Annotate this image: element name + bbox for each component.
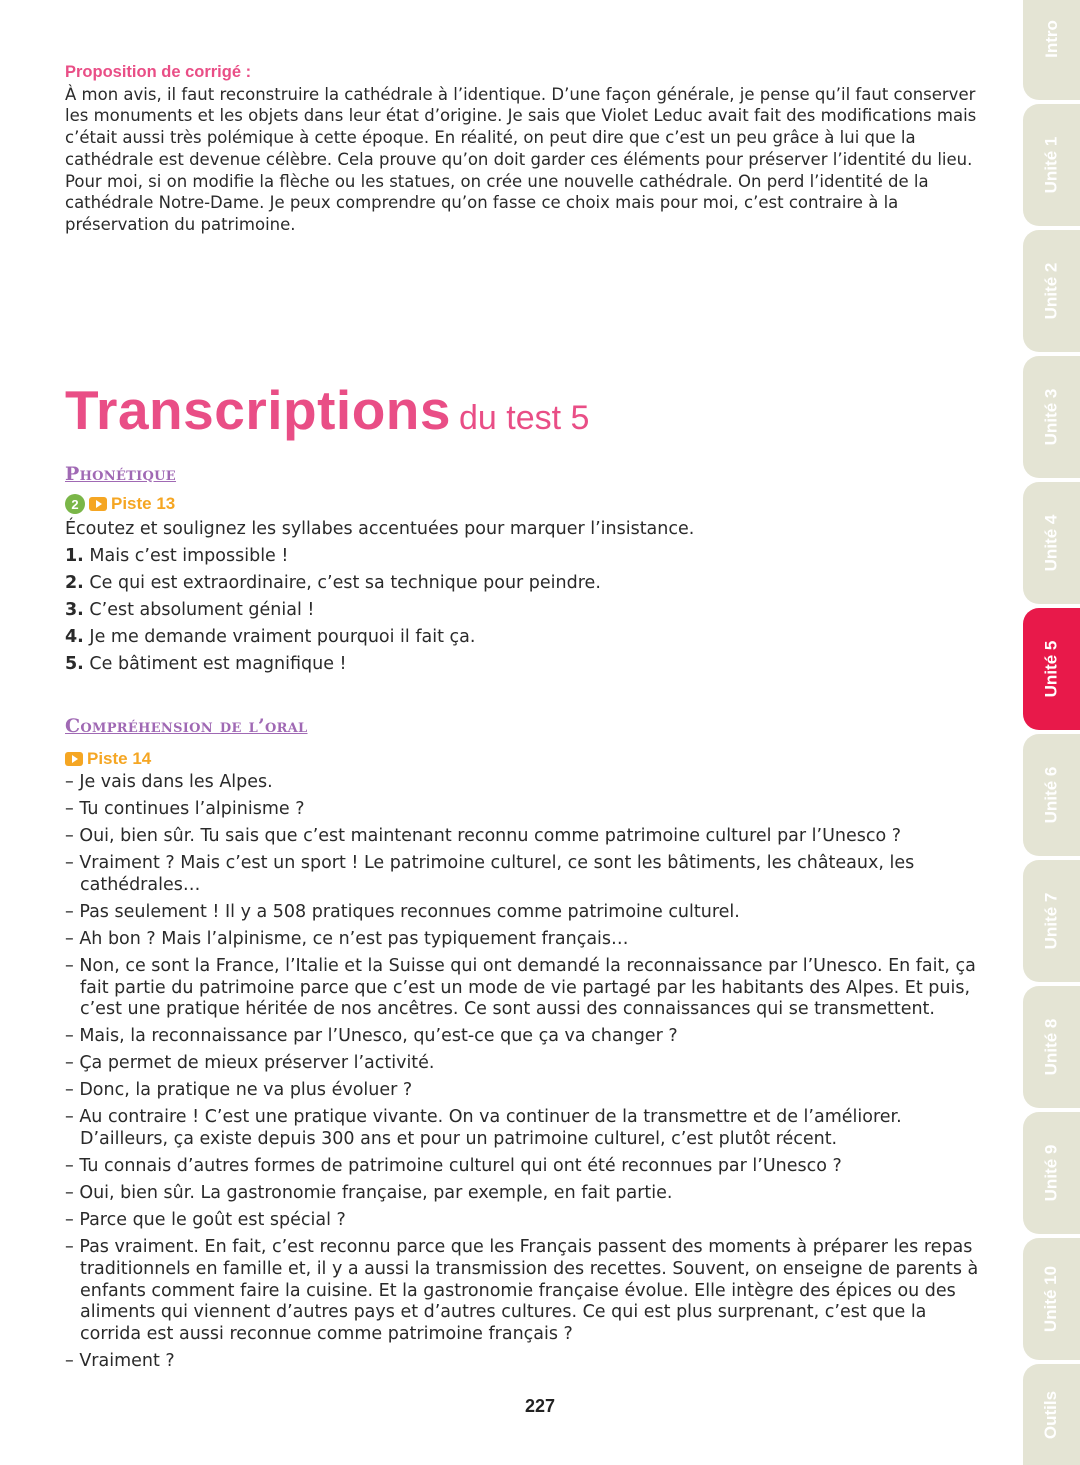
title-main: Transcriptions xyxy=(65,379,451,441)
dialogue-line: – Donc, la pratique ne va plus évoluer ? xyxy=(65,1080,413,1101)
dialogue-line: – Oui, bien sûr. Tu sais que c’est maintenant reconnu comme patrimoine culturel par l’Unesco ? xyxy=(65,825,902,846)
phonetique-section xyxy=(65,463,990,678)
comprehension-heading: Compréhension de l’oral xyxy=(65,715,308,737)
list-item xyxy=(65,651,990,678)
list-item xyxy=(65,624,990,651)
unit-tabs xyxy=(1023,0,1080,1465)
tab-unite-10[interactable] xyxy=(1023,1238,1080,1360)
tab-unite-2[interactable] xyxy=(1023,230,1080,352)
corrige-line: c’était aussi très polémique à cette époque. En réalité, on peut dire que c’est un peu grâce à lui que la xyxy=(65,128,916,148)
dialogue-line: – Oui, bien sûr. La gastronomie française, par exemple, en fait partie. xyxy=(65,1183,673,1203)
tab-label: Unité 10 xyxy=(1041,1265,1061,1333)
dialogue-line: – Vraiment ? xyxy=(65,1351,175,1372)
corrige-line: cathédrale Notre-Dame. Je peux comprendre qu’on fasse ce choix mais pour moi, c’est contraire à la xyxy=(65,193,899,213)
item-text: Mais c’est impossible ! xyxy=(89,546,289,566)
badge-number: 2 xyxy=(65,494,85,514)
comprehension-section xyxy=(65,715,985,1378)
dialogue-line: – Je vais dans les Alpes. xyxy=(65,772,273,792)
list-item xyxy=(65,543,990,570)
corrige-text xyxy=(65,84,990,237)
page-number: 227 xyxy=(524,1396,556,1416)
dialogue-line: – Au contraire ! C’est une pratique vivante. On va continuer de la transmettre et de l’améliorer. D’ailleurs, ça existe depuis 300 ans et pour un patrimoine culturel, c’est plutôt récent. xyxy=(65,1107,902,1150)
dialogue-line: – Pas seulement ! Il y a 508 pratiques reconnues comme patrimoine culturel. xyxy=(65,901,740,922)
list-item xyxy=(65,597,990,624)
tab-label: Unité 4 xyxy=(1041,514,1061,572)
item-text: C’est absolument génial ! xyxy=(89,600,315,620)
item-number: 3. xyxy=(65,600,84,620)
title-sub: du test 5 xyxy=(458,399,590,437)
tab-unite-3[interactable] xyxy=(1023,356,1080,478)
tab-label: Unité 1 xyxy=(1041,136,1061,194)
corrige-block xyxy=(65,62,990,236)
tab-unite-5[interactable] xyxy=(1023,608,1080,730)
dialogue-line: – Tu connais d’autres formes de patrimoine culturel qui ont été reconnues par l’Unesco ? xyxy=(65,1156,842,1177)
phonetique-heading: Phonétique xyxy=(65,463,177,485)
piste-13 xyxy=(65,494,990,514)
instruction: Écoutez et soulignez les syllabes accentuées pour marquer l’insistance. xyxy=(65,519,695,539)
corrige-line: préservation du patrimoine. xyxy=(65,215,296,235)
tab-label: Unité 9 xyxy=(1041,1144,1061,1202)
tab-label: Unité 8 xyxy=(1041,1018,1061,1076)
tab-label: Intro xyxy=(1041,20,1061,58)
page-title xyxy=(65,378,589,442)
item-number: 1. xyxy=(65,546,84,566)
dialogue-line: – Mais, la reconnaissance par l’Unesco, qu’est-ce que ça va changer ? xyxy=(65,1026,678,1047)
tab-unite-6[interactable] xyxy=(1023,734,1080,856)
piste-label: Piste 13 xyxy=(111,494,176,513)
item-number: 5. xyxy=(65,654,84,674)
tab-label: Unité 6 xyxy=(1041,766,1061,824)
dialogue-line: – Non, ce sont la France, l’Italie et la Suisse qui ont demandé la reconnaissance par l’Unesco. En fait, ça fait partie du patrimoine parce que c’est un mode de vie partagé par les habitants des Alpes. Et puis, c’est une pratique héritée de nos ancêtres. Ce sont aussi des connaissances qui se transmettent. xyxy=(65,955,976,1020)
list-item xyxy=(65,570,990,597)
tab-intro[interactable] xyxy=(1023,0,1080,100)
tab-label: Unité 7 xyxy=(1041,892,1061,950)
corrige-line: Pour moi, si on modifie la flèche ou les statues, on crée une nouvelle cathédrale. On perd l’identité de la xyxy=(65,171,929,191)
dialogue-line: – Pas vraiment. En fait, c’est reconnu parce que les Français passent des moments à préparer les repas traditionnels en famille et, il y a aussi la transmission des recettes. Souvent, on enseigne de parents à enfants comment faire la cuisine. Et la gastronomie française évolue. Elle intègre des épices ou des aliments qui viennent d’autres pays et d’autres cultures. Ce qui est plus surprenant, c’est que la corrida est aussi reconnue comme patrimoine français ? xyxy=(65,1236,979,1345)
corrige-line: les monuments et les objets dans leur état d’origine. Je sais que Violet Leduc avait fait des modifications mais xyxy=(65,106,977,126)
tab-label: Unité 3 xyxy=(1041,388,1061,446)
piste-14 xyxy=(65,749,985,769)
corrige-line: À mon avis, il faut reconstruire la cathédrale à l’identique. D’une façon générale, je pense qu’il faut conserver xyxy=(65,84,976,104)
dialogue-line: – Ça permet de mieux préserver l’activité. xyxy=(65,1053,435,1074)
tab-label: Unité 5 xyxy=(1041,640,1061,698)
dialogue-line: – Tu continues l’alpinisme ? xyxy=(65,798,305,819)
tab-unite-1[interactable] xyxy=(1023,104,1080,226)
item-number: 4. xyxy=(65,627,84,647)
tab-label: Unité 2 xyxy=(1041,262,1061,320)
play-icon xyxy=(65,752,83,766)
corrige-title: Proposition de corrigé : xyxy=(65,63,252,81)
tab-unite-9[interactable] xyxy=(1023,1112,1080,1234)
tab-outils[interactable] xyxy=(1023,1364,1080,1465)
item-text: Je me demande vraiment pourquoi il fait ça. xyxy=(89,627,476,647)
item-text: Ce bâtiment est magnifique ! xyxy=(89,654,347,674)
item-text: Ce qui est extraordinaire, c’est sa technique pour peindre. xyxy=(89,573,601,593)
dialogue-line: – Vraiment ? Mais c’est un sport ! Le patrimoine culturel, ce sont les bâtiments, les châteaux, les cathédrales… xyxy=(65,852,915,895)
play-icon xyxy=(89,497,107,511)
piste-label: Piste 14 xyxy=(87,749,152,768)
corrige-line: cathédrale est devenue célèbre. Cela prouve qu’on doit garder ces éléments pour préserver l’identité du lieu. xyxy=(65,149,973,169)
tab-unite-7[interactable] xyxy=(1023,860,1080,982)
tab-unite-8[interactable] xyxy=(1023,986,1080,1108)
tab-unite-4[interactable] xyxy=(1023,482,1080,604)
item-number: 2. xyxy=(65,573,84,593)
dialogue-line: – Ah bon ? Mais l’alpinisme, ce n’est pas typiquement français… xyxy=(65,928,629,949)
dialogue-line: – Parce que le goût est spécial ? xyxy=(65,1209,346,1230)
tab-label: Outils xyxy=(1041,1390,1061,1439)
